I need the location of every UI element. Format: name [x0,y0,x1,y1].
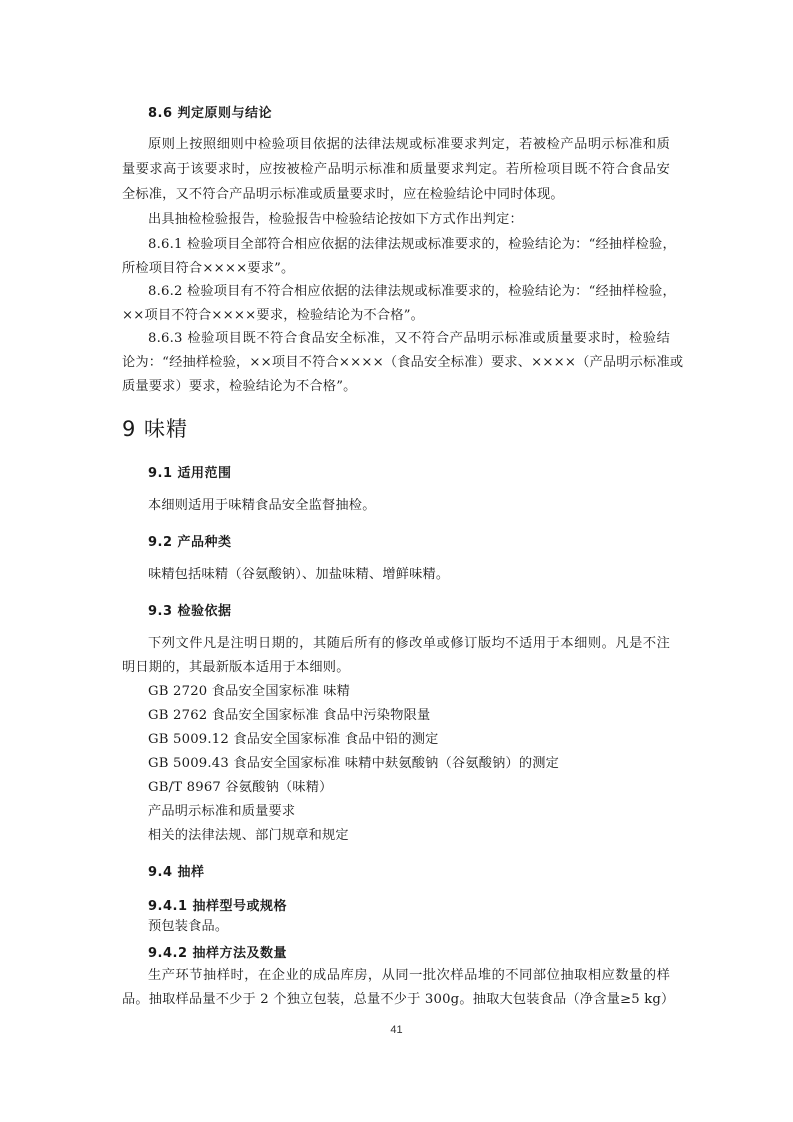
clause-863-line3: 质量要求）要求，检验结论为不合格”。 [122,379,357,394]
s86-para1-line3: 全标准，又不符合产品明示标准或质量要求时，应在检验结论中同时体现。 [122,187,564,202]
section-8-6-heading: 8.6 判定原则与结论 [148,106,273,121]
s86-para2: 出具抽检检验报告，检验报告中检验结论按如下方式作出判定： [148,212,523,227]
s91-text: 本细则适用于味精食品安全监督抽检。 [148,498,376,513]
s942-text-line2: 品。抽取样品量不少于 2 个独立包装，总量不少于 300g。抽取大包装食品（净含量≥5 kg） [122,992,675,1007]
reference-item: GB 2720 食品安全国家标准 味精 [148,684,351,699]
s93-intro-line1: 下列文件凡是注明日期的，其随后所有的修改单或修订版均不适用于本细则。凡是不注 [148,636,670,651]
clause-861-line2: 所检项目符合××××要求”。 [122,261,295,276]
reference-item: GB/T 8967 谷氨酸钠（味精） [148,780,333,795]
s941-text: 预包装食品。 [148,919,229,934]
s942-text-line1: 生产环节抽样时，在企业的成品库房，从同一批次样品堆的不同部位抽取相应数量的样 [148,968,670,983]
section-9-3-heading: 9.3 检验依据 [148,604,232,619]
clause-861-line1: 8.6.1 检验项目全部符合相应依据的法律法规或标准要求的，检验结论为：“经抽样检验， [148,237,676,252]
reference-item: 产品明示标准和质量要求 [148,804,296,819]
chapter-9-heading: 9 味精 [122,417,189,441]
reference-item: GB 5009.43 食品安全国家标准 味精中麸氨酸钠（谷氨酸钠）的测定 [148,756,560,771]
reference-item: GB 2762 食品安全国家标准 食品中污染物限量 [148,708,431,723]
section-9-2-heading: 9.2 产品种类 [148,535,232,550]
clause-862-line1: 8.6.2 检验项目有不符合相应依据的法律法规或标准要求的，检验结论为：“经抽样检验， [148,284,676,299]
section-9-4-2-heading: 9.4.2 抽样方法及数量 [148,946,288,961]
section-9-1-heading: 9.1 适用范围 [148,466,232,481]
clause-863-line1: 8.6.3 检验项目既不符合食品安全标准，又不符合产品明示标准或质量要求时，检验结 [148,331,670,346]
s93-intro-line2: 明日期的，其最新版本适用于本细则。 [122,660,350,675]
section-9-4-heading: 9.4 抽样 [148,865,205,880]
clause-863-line2: 论为：“经抽样检验，××项目不符合××××（食品安全标准）要求、××××（产品明示标准或 [122,355,684,370]
s86-para1-line1: 原则上按照细则中检验项目依据的法律法规或标准要求判定，若被检产品明示标准和质 [148,137,670,152]
clause-862-line2: ××项目不符合××××要求，检验结论为不合格”。 [122,308,425,323]
s86-para1-line2: 量要求高于该要求时，应按被检产品明示标准和质量要求判定。若所检项目既不符合食品安 [122,162,670,177]
reference-item: 相关的法律法规、部门规章和规定 [148,828,349,843]
section-9-4-1-heading: 9.4.1 抽样型号或规格 [148,899,288,914]
page-number: 41 [390,1024,403,1036]
reference-item: GB 5009.12 食品安全国家标准 食品中铅的测定 [148,732,439,747]
s92-text: 味精包括味精（谷氨酸钠）、加盐味精、增鲜味精。 [148,567,450,582]
